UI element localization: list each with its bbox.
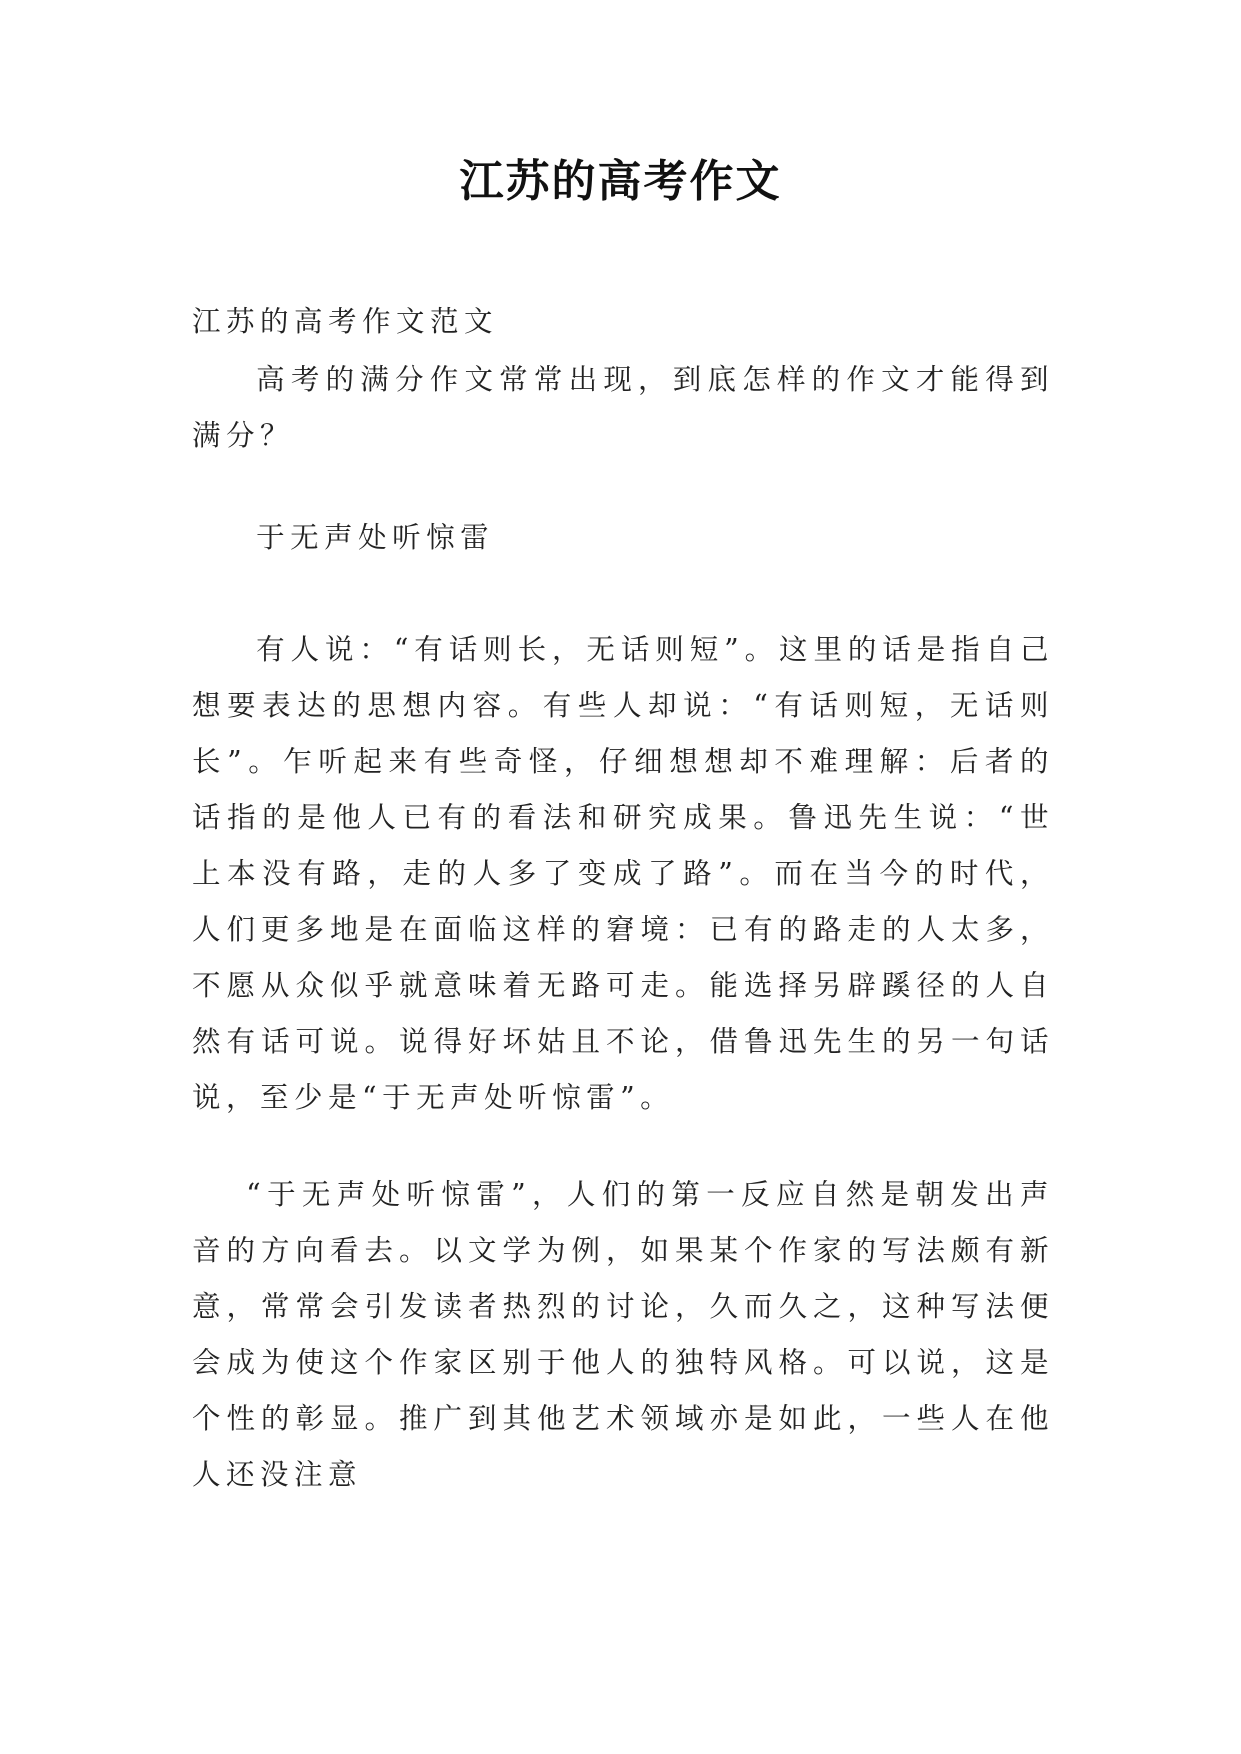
- document-body: [192, 294, 1054, 464]
- essay-title-block: [192, 510, 1054, 566]
- paragraph-2-block: [192, 1167, 1054, 1503]
- document-subtitle: 江苏的高考作文范文: [192, 305, 499, 338]
- body-paragraph: “于无声处听惊雷”，人们的第一反应自然是朝发出声音的方向看去。以文学为例，如果某个作家的写法颇有新意，常常会引发读者热烈的讨论，久而久之，这种写法便会成为使这个作家区别于他人的独特风格。可以说，这是个性的彰显。推广到其他艺术领域亦是如此，一些人在他人还没注意: [192, 1178, 1054, 1491]
- intro-paragraph: 高考的满分作文常常出现，到底怎样的作文才能得到满分？: [192, 363, 1054, 452]
- essay-title: 于无声处听惊雷: [256, 521, 495, 554]
- paragraph-1-block: [192, 622, 1054, 1126]
- body-paragraph: 有人说：“有话则长，无话则短”。这里的话是指自己想要表达的思想内容。有些人却说：“有话则短，无话则长”。乍听起来有些奇怪，仔细想想却不难理解：后者的话指的是他人已有的看法和研究成果。鲁迅先生说：“世上本没有路，走的人多了变成了路”。而在当今的时代，人们更多地是在面临这样的窘境：已有的路走的人太多，不愿从众似乎就意味着无路可走。能选择另辟蹊径的人自然有话可说。说得好坏姑且不论，借鲁迅先生的另一句话说，至少是“于无声处听惊雷”。: [192, 633, 1054, 1114]
- document-title: 江苏的高考作文: [459, 156, 782, 207]
